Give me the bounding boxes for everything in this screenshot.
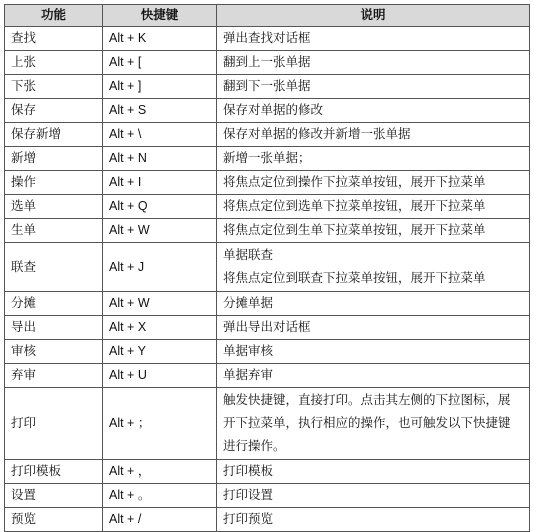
table-row [5, 508, 530, 532]
shortcut-cell: Alt + S [103, 99, 217, 123]
description-line: 触发快捷键，直接打印。点击其左侧的下拉图标，展 [223, 393, 511, 407]
shortcut-cell: Alt + ] [103, 75, 217, 99]
function-cell: 审核 [5, 340, 103, 364]
description-cell [217, 484, 530, 508]
function-cell: 设置 [5, 484, 103, 508]
table-row [5, 27, 530, 51]
shortcut-cell: Alt + Y [103, 340, 217, 364]
function-cell: 分摊 [5, 292, 103, 316]
function-cell: 新增 [5, 147, 103, 171]
shortcut-cell: Alt + / [103, 508, 217, 532]
shortcut-cell: Alt + X [103, 316, 217, 340]
header-description: 说明 [217, 5, 530, 27]
shortcut-cell: Alt + N [103, 147, 217, 171]
description-line: 保存对单据的修改 [223, 103, 324, 117]
description-cell [217, 75, 530, 99]
table-row [5, 171, 530, 195]
table-row [5, 316, 530, 340]
description-cell [217, 292, 530, 316]
shortcut-cell: Alt + ， [103, 460, 217, 484]
shortcut-cell: Alt + 。 [103, 484, 217, 508]
description-cell [217, 388, 530, 460]
shortcut-table-container [4, 4, 530, 532]
table-body [5, 27, 530, 532]
table-row [5, 340, 530, 364]
description-line: 弹出查找对话框 [223, 31, 311, 45]
description-cell [217, 364, 530, 388]
function-cell: 弃审 [5, 364, 103, 388]
function-cell: 选单 [5, 195, 103, 219]
table-header-row [5, 5, 530, 27]
table-row [5, 51, 530, 75]
function-cell: 保存新增 [5, 123, 103, 147]
description-line: 进行操作。 [223, 439, 286, 453]
description-cell [217, 123, 530, 147]
table-row [5, 147, 530, 171]
description-cell [217, 51, 530, 75]
function-cell: 上张 [5, 51, 103, 75]
description-line: 翻到下一张单据 [223, 79, 311, 93]
shortcut-cell: Alt + I [103, 171, 217, 195]
table-row [5, 243, 530, 292]
description-line: 打印模板 [223, 464, 274, 478]
table-row [5, 219, 530, 243]
header-function: 功能 [5, 5, 103, 27]
table-row [5, 195, 530, 219]
function-cell: 打印模板 [5, 460, 103, 484]
function-cell: 联查 [5, 243, 103, 292]
description-line: 将焦点定位到操作下拉菜单按钮，展开下拉菜单 [223, 175, 486, 189]
description-line: 将焦点定位到生单下拉菜单按钮，展开下拉菜单 [223, 223, 486, 237]
function-cell: 预览 [5, 508, 103, 532]
description-cell [217, 243, 530, 292]
description-line: 新增一张单据； [223, 151, 311, 165]
shortcut-cell: Alt + K [103, 27, 217, 51]
description-line: 打印设置 [223, 488, 274, 502]
function-cell: 保存 [5, 99, 103, 123]
description-cell [217, 340, 530, 364]
description-line: 将焦点定位到选单下拉菜单按钮，展开下拉菜单 [223, 199, 486, 213]
description-line: 保存对单据的修改并新增一张单据 [223, 127, 411, 141]
shortcut-cell: Alt + Q [103, 195, 217, 219]
description-line: 翻到上一张单据 [223, 55, 311, 69]
description-cell [217, 316, 530, 340]
description-cell [217, 219, 530, 243]
function-cell: 下张 [5, 75, 103, 99]
function-cell: 生单 [5, 219, 103, 243]
table-row [5, 292, 530, 316]
shortcut-cell: Alt + J [103, 243, 217, 292]
table-row [5, 75, 530, 99]
description-line: 单据审核 [223, 344, 274, 358]
description-line: 分摊单据 [223, 296, 274, 310]
shortcut-cell: Alt + U [103, 364, 217, 388]
table-row [5, 388, 530, 460]
description-line: 单据联查 [223, 248, 274, 262]
function-cell: 操作 [5, 171, 103, 195]
description-cell [217, 99, 530, 123]
shortcut-cell: Alt + ； [103, 388, 217, 460]
table-row [5, 484, 530, 508]
table-row [5, 364, 530, 388]
shortcut-cell: Alt + \ [103, 123, 217, 147]
shortcut-cell: Alt + W [103, 219, 217, 243]
description-line: 弹出导出对话框 [223, 320, 311, 334]
description-line: 打印预览 [223, 512, 274, 526]
description-cell [217, 147, 530, 171]
shortcut-table [4, 4, 530, 532]
function-cell: 导出 [5, 316, 103, 340]
description-cell [217, 508, 530, 532]
function-cell: 查找 [5, 27, 103, 51]
header-shortcut: 快捷键 [103, 5, 217, 27]
shortcut-cell: Alt + [ [103, 51, 217, 75]
description-line: 开下拉菜单，执行相应的操作，也可触发以下快捷键 [223, 416, 511, 430]
function-cell: 打印 [5, 388, 103, 460]
description-line: 将焦点定位到联查下拉菜单按钮，展开下拉菜单 [223, 271, 486, 285]
table-row [5, 123, 530, 147]
table-row [5, 99, 530, 123]
table-row [5, 460, 530, 484]
description-cell [217, 27, 530, 51]
description-line: 单据弃审 [223, 368, 274, 382]
description-cell [217, 171, 530, 195]
description-cell [217, 195, 530, 219]
description-cell [217, 460, 530, 484]
shortcut-cell: Alt + W [103, 292, 217, 316]
